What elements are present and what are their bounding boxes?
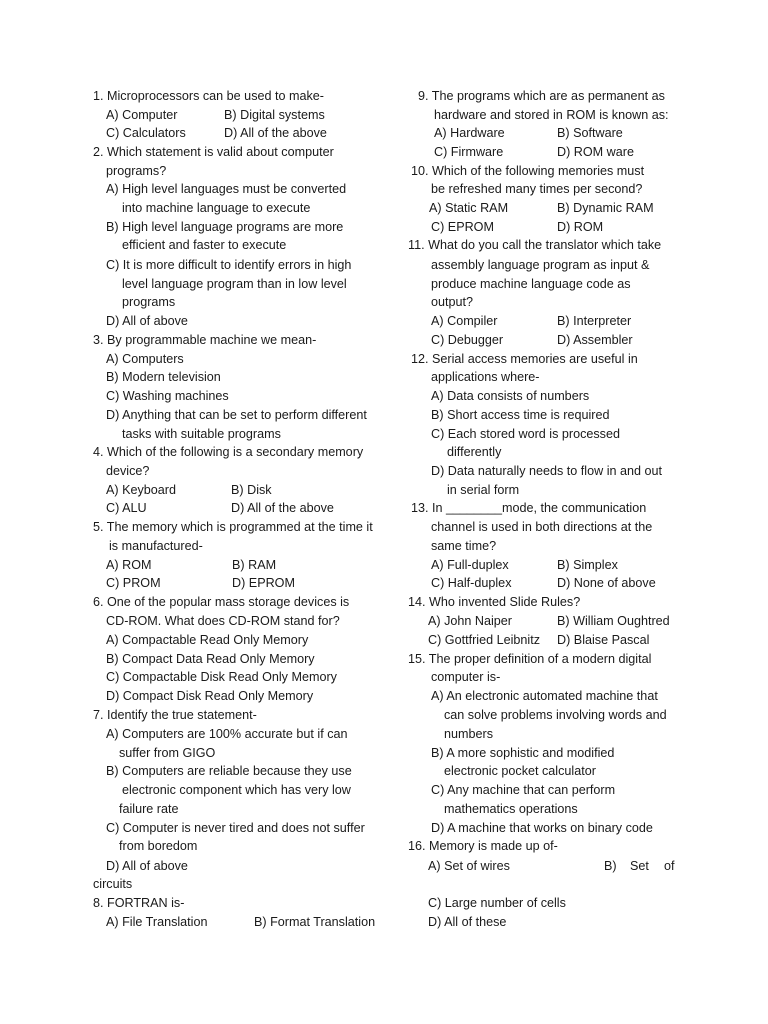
q15-option-a-cont2: numbers	[444, 727, 493, 741]
q10-option-d: D) ROM	[557, 220, 604, 234]
q4-option-b: B) Disk	[231, 483, 272, 497]
q15-option-c: C) Any machine that can perform	[431, 783, 616, 797]
q7-option-b: B) Computers are reliable because they use	[106, 764, 352, 778]
question-11-cont2: produce machine language code as	[431, 277, 631, 291]
q16-option-c: C) Large number of cells	[428, 896, 566, 910]
q9-option-b: B) Software	[557, 126, 623, 140]
q4-option-c: C) ALU	[106, 501, 147, 515]
q1-option-a: A) Computer	[106, 108, 178, 122]
q2-option-c: C) It is more difficult to identify errors in high	[106, 258, 352, 272]
q3-option-d-cont: tasks with suitable programs	[122, 427, 281, 441]
question-5: 5. The memory which is programmed at the time it	[93, 520, 373, 534]
question-9-cont: hardware and stored in ROM is known as:	[434, 108, 669, 122]
q7-option-a: A) Computers are 100% accurate but if can	[106, 727, 348, 741]
q2-option-a-cont: into machine language to execute	[122, 201, 311, 215]
question-6: 6. One of the popular mass storage devices is	[93, 595, 350, 609]
question-7: 7. Identify the true statement-	[93, 708, 257, 722]
question-12-cont: applications where-	[431, 370, 540, 384]
question-15: 15. The proper definition of a modern digital	[408, 652, 652, 666]
q14-option-a: A) John Naiper	[428, 614, 512, 628]
q8-option-a: A) File Translation	[106, 915, 208, 929]
q16-option-b-word2: of	[664, 859, 675, 873]
question-4: 4. Which of the following is a secondary memory	[93, 445, 364, 459]
q13-option-c: C) Half-duplex	[431, 576, 512, 590]
q7-option-b-cont2: failure rate	[119, 802, 179, 816]
question-10-cont: be refreshed many times per second?	[431, 182, 643, 196]
q2-option-d: D) All of above	[106, 314, 188, 328]
q3-option-a: A) Computers	[106, 352, 184, 366]
question-14: 14. Who invented Slide Rules?	[408, 595, 581, 609]
q7-option-d: D) All of above	[106, 859, 188, 873]
question-2-cont: programs?	[106, 164, 167, 178]
question-2: 2. Which statement is valid about computer	[93, 145, 334, 159]
q16-option-b-word1: Set	[630, 859, 649, 873]
q5-option-a: A) ROM	[106, 558, 152, 572]
question-11-cont3: output?	[431, 295, 474, 309]
q4-option-a: A) Keyboard	[106, 483, 177, 497]
q11-option-a: A) Compiler	[431, 314, 498, 328]
q7-option-b-cont: electronic component which has very low	[122, 783, 351, 797]
q15-option-a-cont: can solve problems involving words and	[444, 708, 667, 722]
q5-option-c: C) PROM	[106, 576, 161, 590]
q6-option-b: B) Compact Data Read Only Memory	[106, 652, 315, 666]
question-6-cont: CD-ROM. What does CD-ROM stand for?	[106, 614, 340, 628]
q7-option-a-cont: suffer from GIGO	[119, 746, 216, 760]
q2-option-b-cont: efficient and faster to execute	[122, 238, 287, 252]
q5-option-b: B) RAM	[232, 558, 277, 572]
q13-option-d: D) None of above	[557, 576, 656, 590]
question-16: 16. Memory is made up of-	[408, 839, 558, 853]
q2-option-a: A) High level languages must be converted	[106, 182, 347, 196]
question-12: 12. Serial access memories are useful in	[411, 352, 638, 366]
q15-option-d: D) A machine that works on binary code	[431, 821, 653, 835]
q2-option-c-cont2: programs	[122, 295, 176, 309]
q12-option-a: A) Data consists of numbers	[431, 389, 590, 403]
stray-text-circuits: circuits	[93, 877, 133, 891]
q11-option-d: D) Assembler	[557, 333, 633, 347]
question-1: 1. Microprocessors can be used to make-	[93, 89, 324, 103]
q4-option-d: D) All of the above	[231, 501, 334, 515]
q11-option-b: B) Interpreter	[557, 314, 632, 328]
q16-option-a: A) Set of wires	[428, 859, 510, 873]
q14-option-c: C) Gottfried Leibnitz	[428, 633, 540, 647]
q6-option-d: D) Compact Disk Read Only Memory	[106, 689, 314, 703]
question-11-cont: assembly language program as input &	[431, 258, 650, 272]
question-15-cont: computer is-	[431, 670, 501, 684]
q16-option-d: D) All of these	[428, 915, 507, 929]
q11-option-c: C) Debugger	[431, 333, 504, 347]
q16-option-b-label: B)	[604, 859, 617, 873]
question-13-cont: channel is used in both directions at the	[431, 520, 653, 534]
q12-option-c-cont: differently	[447, 445, 502, 459]
question-10: 10. Which of the following memories must	[411, 164, 645, 178]
q10-option-a: A) Static RAM	[429, 201, 509, 215]
q3-option-b: B) Modern television	[106, 370, 221, 384]
q13-option-a: A) Full-duplex	[431, 558, 509, 572]
q10-option-b: B) Dynamic RAM	[557, 201, 654, 215]
q1-option-c: C) Calculators	[106, 126, 186, 140]
q1-option-d: D) All of the above	[224, 126, 327, 140]
q15-option-b-cont: electronic pocket calculator	[444, 764, 596, 778]
q5-option-d: D) EPROM	[232, 576, 295, 590]
q7-option-c-cont: from boredom	[119, 839, 198, 853]
q7-option-c: C) Computer is never tired and does not suffer	[106, 821, 365, 835]
q15-option-b: B) A more sophistic and modified	[431, 746, 615, 760]
q9-option-a: A) Hardware	[434, 126, 505, 140]
q15-option-c-cont: mathematics operations	[444, 802, 578, 816]
q6-option-c: C) Compactable Disk Read Only Memory	[106, 670, 337, 684]
question-13-cont2: same time?	[431, 539, 497, 553]
question-13: 13. In ________mode, the communication	[411, 501, 647, 515]
q1-option-b: B) Digital systems	[224, 108, 325, 122]
q3-option-d: D) Anything that can be set to perform different	[106, 408, 367, 422]
q6-option-a: A) Compactable Read Only Memory	[106, 633, 309, 647]
question-8: 8. FORTRAN is-	[93, 896, 185, 910]
q12-option-c: C) Each stored word is processed	[431, 427, 620, 441]
question-4-cont: device?	[106, 464, 150, 478]
q2-option-b: B) High level language programs are more	[106, 220, 344, 234]
q8-option-b: B) Format Translation	[254, 915, 376, 929]
question-9: 9. The programs which are as permanent as	[418, 89, 665, 103]
q10-option-c: C) EPROM	[431, 220, 494, 234]
question-5-cont: is manufactured-	[109, 539, 203, 553]
q14-option-b: B) William Oughtred	[557, 614, 670, 628]
q2-option-c-cont: level language program than in low level	[122, 277, 347, 291]
q12-option-d: D) Data naturally needs to flow in and out	[431, 464, 663, 478]
question-11: 11. What do you call the translator which take	[408, 238, 662, 252]
q14-option-d: D) Blaise Pascal	[557, 633, 650, 647]
q15-option-a: A) An electronic automated machine that	[431, 689, 658, 703]
question-3: 3. By programmable machine we mean-	[93, 333, 317, 347]
q3-option-c: C) Washing machines	[106, 389, 229, 403]
q12-option-b: B) Short access time is required	[431, 408, 610, 422]
q13-option-b: B) Simplex	[557, 558, 618, 572]
q12-option-d-cont: in serial form	[447, 483, 520, 497]
q9-option-c: C) Firmware	[434, 145, 504, 159]
q9-option-d: D) ROM ware	[557, 145, 634, 159]
